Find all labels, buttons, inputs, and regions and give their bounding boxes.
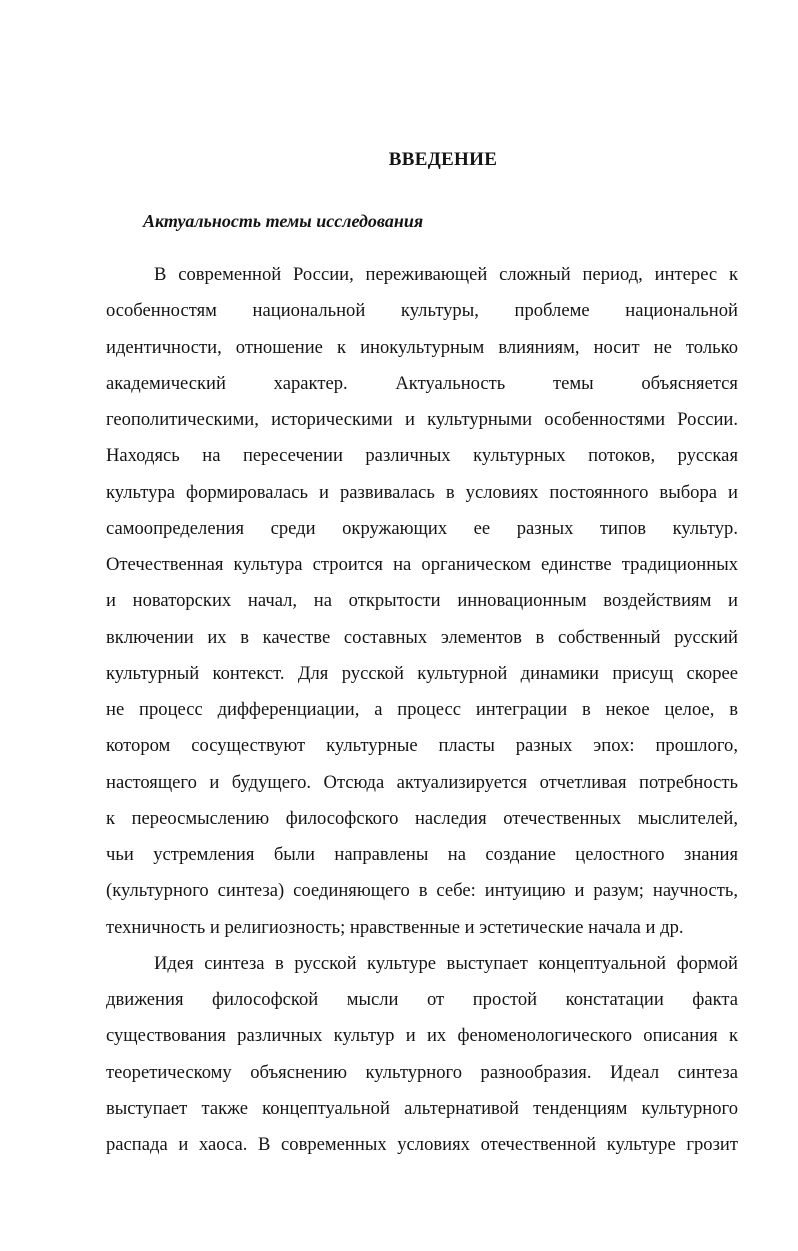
text-line: техничность и религиозность; нравственные и эстетические начала и др.	[106, 916, 684, 938]
paragraph	[106, 946, 738, 1164]
text-line: распада и хаоса. В современных условиях отечественной культуре грозит	[106, 1134, 738, 1155]
text-line: Идея синтеза в русской культуре выступает концептуальной формой	[154, 952, 738, 974]
page-title: ВВЕДЕНИЕ	[388, 149, 498, 170]
text-line: академический характер. Актуальность темы объясняется	[106, 372, 738, 394]
text-line: геополитическими, историческими и культурными особенностями России.	[106, 409, 738, 430]
text-line: чьи устремления были направлены на создание целостного знания	[106, 844, 738, 865]
text-line: включении их в качестве составных элементов в собственный русский	[106, 626, 738, 648]
text-line: самоопределения среди окружающих ее разных типов культур.	[106, 517, 738, 539]
text-line: настоящего и будущего. Отсюда актуализируется отчетливая потребность	[106, 771, 738, 793]
text-line: культурный контекст. Для русской культурной динамики присущ скорее	[106, 662, 738, 684]
section-subtitle: Актуальность темы исследования	[143, 211, 424, 231]
text-line: и новаторских начал, на открытости инновационным воздействиям и	[106, 590, 738, 612]
text-line: В современной России, переживающей сложный период, интерес к	[154, 264, 738, 285]
text-line: теоретическому объяснению культурного разнообразия. Идеал синтеза	[106, 1061, 738, 1083]
text-line: к переосмыслению философского наследия отечественных мыслителей,	[106, 807, 738, 829]
text-line: Отечественная культура строится на органическом единстве традиционных	[106, 554, 738, 575]
text-line: котором сосуществуют культурные пласты разных эпох: прошлого,	[106, 735, 738, 757]
text-line: выступает также концептуальной альтернативой тенденциям культурного	[106, 1097, 738, 1119]
text-line: (культурного синтеза) соединяющего в себе: интуицию и разум; научность,	[106, 880, 738, 902]
paragraph	[106, 257, 738, 946]
body-text	[106, 257, 738, 1163]
text-line: Находясь на пересечении различных культурных потоков, русская	[106, 445, 738, 467]
text-line: существования различных культур и их феноменологического описания к	[106, 1025, 738, 1047]
text-line: идентичности, отношение к инокультурным влияниям, носит не только	[106, 336, 738, 358]
text-line: культура формировалась и развивалась в условиях постоянного выбора и	[106, 481, 738, 503]
text-line: не процесс дифференциации, а процесс интеграции в некое целое, в	[106, 699, 738, 720]
text-line: движения философской мысли от простой констатации факта	[106, 989, 738, 1010]
text-line: особенностям национальной культуры, проблеме национальной	[106, 300, 738, 322]
